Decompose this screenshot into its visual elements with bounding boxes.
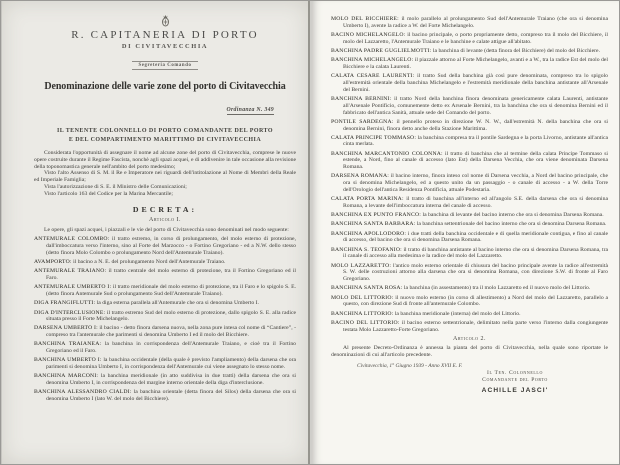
zone-description: il tratto estremo Sud del molo esterno di protezione, dallo spigolo S. E. alla radice situata presso il Forte Michelangelo.: [46, 309, 297, 323]
zone-description: il tratto di banchina che al termine della calata Principe Tommaso si estende, a Nord, fino al canale di accesso (lato Est) della Darsena Vecchia, che ora viene denominata Darsena Romana.: [343, 150, 608, 171]
decree-item: [331, 16, 608, 30]
signature-block: [440, 370, 590, 394]
decree-item: [34, 389, 296, 403]
preamble: [34, 150, 296, 198]
decree-word: DECRETA:: [132, 204, 198, 214]
signer-role: Comandante del Porto: [482, 377, 548, 384]
zone-description: il molo parallelo al prolungamento Sud dell'Antemurale Traiano (che ora si denomina Umberto I), avente la radice a W. del Forte Michelangelo.: [343, 16, 609, 29]
zone-list-left: [34, 236, 296, 403]
authority-line-1: IL TENENTE COLONNELLO DI PORTO COMANDANTE DEL PORTO: [56, 128, 274, 134]
ordinance-number: Ordinanza N. 349: [226, 107, 274, 113]
article-2-heading: Articolo 2.: [453, 336, 486, 343]
zone-name: DIGA FRANGIFLUTTI:: [34, 300, 96, 307]
decree-item: [34, 373, 296, 387]
zone-name: BANCHINA EX PUNTO FRANCO:: [331, 212, 422, 219]
decree-item: [331, 135, 608, 149]
dateline: Civitavecchia, 1° Giugno 1939 - Anno XVII E. F.: [357, 362, 463, 369]
zone-description: il bacino a N. E. del prolungamento Nord dell'Antemurale Traiano.: [73, 259, 226, 266]
zone-name: BANCHINA MICHELANGELO:: [331, 57, 414, 64]
zone-name: MOLO LAZZARETTO:: [331, 262, 392, 269]
zone-name: BACINO DEL LITTORIO:: [331, 319, 400, 326]
zone-name: ANTEMURALE UMBERTO I:: [34, 284, 112, 291]
organization-name: R. CAPITANERIA DI PORTO: [71, 29, 259, 41]
office-label: Segreteria Comando: [132, 61, 199, 70]
decree-item: [331, 247, 608, 261]
zone-description: il bacino interno, finora inteso col nome di Darsena vecchia, a Nord del bacino principale, che ora si denomina Michelangelo, ed a questo unito da un passaggio - o canale di accesso - a W. della Torre dell'Orologio dell'antica Residenza Pontificia, attuale Podestaria.: [343, 173, 609, 194]
zone-description: la diga esterna parallela all'Antemurale che ora si denomina Umberto I.: [96, 300, 259, 307]
zone-description: la banchina meridionale (in atto suddivisa in due tratti) della darsena che ora si denomina Umberto I, in corrispondenza del margine interno orientale della diga d'interclusione.: [46, 373, 297, 387]
decree-item: [331, 151, 608, 171]
decree-item: [34, 268, 296, 282]
signer-name: ACHILLE JASCI': [481, 386, 549, 394]
preamble-paragraph: Vista l'autorizzazione di S. E. il Ministro delle Comunicazioni;: [44, 183, 187, 190]
closing-paragraph: Al presente Decreto-Ordinanza è annessa la pianta del porto di Civitavecchia, nella quale sono riportate le denominazioni di cui all'articolo precedente.: [331, 345, 608, 359]
zone-name: BANCHINA APOLLODORO:: [331, 230, 407, 237]
zone-name: PONTILE SARDEGNA:: [331, 118, 394, 125]
decree-item: [34, 357, 296, 371]
zone-name: DARSENA ROMANA:: [331, 173, 390, 180]
zone-description: la banchina occidentale (della quale è previsto l'ampliamento) della darsena che ora parimenti si denomina Umberto I, in corrispondenza dell'Antemurale cui viene assegnato lo stesso nome.: [46, 357, 297, 371]
decree-item: [331, 221, 608, 228]
decree-item: [331, 231, 608, 245]
zone-name: DARSENA UMBERTO I:: [34, 325, 98, 332]
authority-line-2: E DEL COMPARTIMENTO MARITTIMO DI CIVITAVECCHIA: [68, 136, 262, 143]
article-1-heading: Articolo I.: [149, 216, 181, 223]
decree-item: [331, 295, 608, 309]
zone-name: DIGA D'INTERCLUSIONE:: [34, 309, 106, 316]
zone-description: i due tratti della banchina occidentale e di quella meridionale contigua, e fino al canale di accesso, del bacino che ora si denomina Darsena Romana.: [343, 230, 608, 244]
preamble-paragraph: Considerata l'opportunità di assegnare il nome ad alcune zone del porto di Civitavecchia, comprese le nuove opere costruite durante il Regime Fascista, nonchè agli spazi acquei, e di addivenire in tale occasione alla revisione della toponomastica generale nell'ambito del porto medesimo;: [34, 150, 296, 170]
zone-description: il bacino - detto finora darsena nuova, nella zona pure intesa col nome di “Cantiere”, - compreso tra l'antemurale che parimenti si denomina Umberto I ed il molo del Bicchiere.: [46, 325, 297, 339]
zone-description: il piazzale attorno al Forte Michelangelo, avanti e a W., tra la radice Est del molo del Bicchiere e la calata Laurenti.: [343, 57, 608, 70]
zone-description: la banchina di levante (detta finora del Bicchiere) del molo del Bicchiere.: [432, 47, 600, 54]
decree-item: [331, 320, 608, 334]
zone-name: AVAMPORTO:: [34, 259, 72, 266]
decree-item: [331, 73, 608, 93]
decree-item: [34, 236, 296, 256]
decree-item: [34, 325, 296, 339]
document-title: Denominazione delle varie zone del porto di Civitavecchia: [44, 81, 286, 92]
zone-name: BANCHINA PADRE GUGLIELMOTTI:: [331, 47, 432, 54]
zone-description: la banchina compresa tra il pontile Sardegna e la porta Livorno, antistante all'antica cinta merlata.: [343, 134, 608, 148]
zone-description: il pennello proteso in direzione W. N. W., dall'estremità N. della banchina che ora si denomina Bernini, finora detto anche della Stazione Marittima.: [343, 118, 609, 132]
decree-item: [34, 310, 296, 324]
decree-item: [331, 32, 608, 46]
zone-description: il bacino principale, o porto propriamente detto, compreso tra il molo del Bicchiere, il molo del Lazzaretto, l'Antemurale Traiano e le banchine e calate attigue all'abitato.: [343, 31, 609, 45]
zone-name: ANTEMURALE TRAIANO:: [34, 268, 107, 275]
preamble-paragraph: Visto l'alto Assenso di S. M. il Re e Imperatore nei riguardi dell'intitolazione al Nome di Membri della Reale ed Imperiale Famiglia;: [34, 170, 296, 184]
zone-name: CALATA PRINCIPE TOMMASO:: [331, 134, 417, 141]
intro-paragraph: Le opere, gli spazi acquei, i piazzali e le vie del porto di Civitavecchia sono denominati nel modo seguente:: [44, 226, 289, 233]
decree-item: [331, 57, 608, 71]
zone-name: BANCHINA MARCANTONIO COLONNA:: [331, 150, 443, 157]
zone-name: MOLO DEL LITTORIO:: [331, 294, 394, 301]
zone-description: il tratto Nord della banchina finora denominata genericamente calata Laurenti, antistante all'Arsenale Pontificio, comunemente detto ex Arsenale Bernini, tra la banchina che ora si denomina Bernini ed il fabbricato dell'antica Sanità, attuale sede del Comando del porto.: [343, 95, 609, 116]
zone-name: BACINO MICHELANGELO:: [331, 31, 406, 38]
zone-name: BANCHINA MARCONI:: [34, 373, 99, 380]
zone-name: BANCHINA UMBERTO I:: [34, 357, 102, 364]
decree-item: [331, 119, 608, 133]
zone-description: l'antico molo esterno orientale di chiusura del bacino principale avente la radice all'estremità S. W. delle costruzioni attorno alla darsena che ora si denomina Romana, con direzione S.W. di fronte al Faro Gregoriano.: [343, 262, 608, 283]
signer-rank: Il Ten. Colonnello: [487, 369, 543, 376]
zone-description: la banchina meridionale (interna) del molo del Littorio.: [394, 310, 521, 317]
decree-item: [331, 96, 608, 116]
decree-item: [331, 263, 608, 283]
decree-item: [331, 173, 608, 193]
decree-item: [331, 311, 608, 318]
preamble-paragraph: Visto l'articolo 163 del Codice per la Marina Mercantile;: [44, 190, 173, 197]
zone-list-right: [331, 16, 608, 333]
zone-description: il tratto di banchina all'interno ed all'angolo S.E. della darsena che ora si denomina Romana, a levante dell'imboccatura interna del canale di accesso.: [343, 196, 608, 210]
zone-name: BANCHINA TRAIANEA:: [34, 341, 102, 348]
zone-name: MOLO DEL BICCHIERE:: [331, 16, 399, 22]
zone-description: il nuovo molo esterno (in corso di allestimento) a Nord del molo del Lazzaretto, parallelo a questo, con direzione Sud di fronte all'antemurale Colombo.: [343, 294, 608, 308]
zone-name: BANCHINA SANTA BARBARA:: [331, 221, 416, 228]
zone-description: il tratto Sud della banchina già così pure denominata, compreso tra lo spigolo all'estremità orientale della banchina Michelangelo e l'estremità meridionale della banchina antistante all'Arsenale del Bernini.: [343, 73, 608, 93]
zone-description: il bacino esterno settentrionale, delimitato nella parte verso l'interno dalla congiungente testata Molo Lazzaretto-Forte Gregoriano.: [343, 319, 609, 333]
decree-item: [331, 48, 608, 55]
issuing-authority: [34, 127, 296, 144]
zone-name: BANCHINA LITTORIO:: [331, 310, 394, 317]
zone-description: il tratto centrale del molo esterno di protezione, tra il Fortino Gregoriano ed il Faro.: [46, 268, 297, 282]
zone-description: la banchina in corrispondenza dell'Antemurale Traiano, e cioè tra il Fortino Gregoriano ed il Faro.: [46, 341, 297, 355]
zone-description: la banchina settentrionale del bacino interno che ora si denomina Darsena Romana.: [416, 221, 607, 228]
zone-name: BANCHINA S. TEOFANIO:: [331, 246, 402, 253]
zone-description: la banchina orientale (detta finora del Silos) della darsena che ora si denomina Umberto I (lato W. del molo del Bicchiere).: [46, 389, 296, 403]
zone-description: il tratto di banchina antistante al bacino interno che ora si denomina Darsena Romana, tra il canale di accesso alla medesima e la radice del molo del Lazzaretto.: [343, 246, 609, 260]
zone-description: la banchina di levante del bacino interno che ora si denomina Darsena Romana.: [422, 212, 604, 219]
organization-location: DI CIVITAVECCHIA: [121, 43, 209, 50]
decree-item: [34, 341, 296, 355]
decree-item: [331, 196, 608, 210]
zone-name: ANTEMURALE COLOMBO:: [34, 236, 110, 243]
left-page: [1, 1, 310, 464]
decree-item: [34, 284, 296, 298]
decree-item: [34, 300, 296, 307]
decree-item: [34, 259, 296, 266]
royal-crest-icon: [160, 14, 171, 27]
zone-description: la banchina (in assestamento) tra il molo Lazzaretto ed il nuovo molo del Littorio.: [403, 285, 591, 292]
decree-item: [331, 212, 608, 219]
right-page: [312, 1, 620, 464]
zone-name: BANCHINA SANTA ROSA:: [331, 285, 403, 292]
zone-description: il tratto meridionale del molo esterno di protezione, tra il Faro e lo spigolo S. E. (detto finora Antemurale Sud o prolungamento Sud dell'Antemurale Traiano).: [46, 284, 297, 298]
decree-item: [331, 285, 608, 292]
zone-description: il tratto estremo, in corso di prolungamento, del molo esterno di protezione, dall'imboccatura verso l'interno, sino al Forte del Marzocco - o Fortino Gregoriano - ed a N.W. dello stesso (detto finora Molo Colombo o prolungamento Nord dell'Antemurale Traiano).: [46, 236, 296, 256]
zone-name: CALATA PORTA MARINA:: [331, 196, 404, 203]
zone-name: BANCHINA BERNINI:: [331, 95, 392, 102]
zone-name: BANCHINA ALESSANDRO CIALDI:: [34, 389, 132, 396]
zone-name: CALATA CESARE LAURENTI:: [331, 73, 415, 80]
